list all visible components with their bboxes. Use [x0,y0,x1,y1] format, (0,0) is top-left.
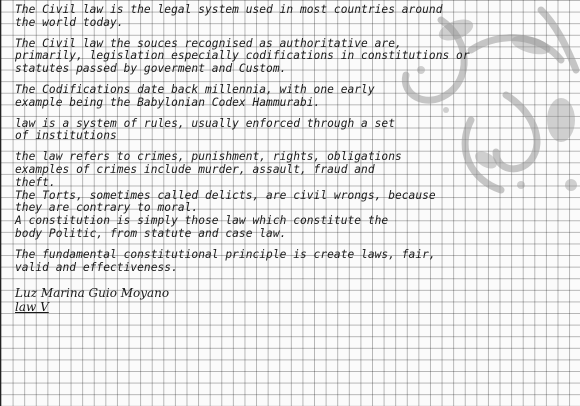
signature-name: Luz Marina Guio Moyano [15,286,170,301]
text-line: examples of crimes include murder, assault, fraud and [15,162,375,176]
text-line: the law refers to crimes, punishment, rights, obligations [15,150,402,164]
text-line: The Codifications date back millennia, with one early [15,82,375,96]
text-line: the world today. [15,15,124,29]
text-line: valid and effectiveness. [15,260,178,274]
text-line: The Torts, sometimes called delicts, are civil wrongs, because [15,188,436,202]
text-line: they are contrary to moral. [15,201,199,215]
handwritten-notes [15,4,575,314]
text-line: theft. [15,175,56,189]
text-line: primarily, legislation especially codifications in constitutions or [15,49,470,63]
text-line: body Politic, from statute and case law. [15,226,287,240]
text-line: law is a system of rules, usually enforced through a set [15,116,395,130]
text-line: example being the Babylonian Codex Hammurabi. [15,95,321,109]
text-line: The fundamental constitutional principle is create laws, fair, [15,247,436,261]
text-line: statutes passed by goverment and Custom. [15,62,287,76]
text-line: of institutions [15,129,117,143]
text-line: A constitution is simply those law which constitute the [15,214,389,228]
text-line: The Civil law is the legal system used in most countries around [15,3,443,16]
signature-course: law V [15,300,49,315]
text-line: The Civil law the souces recognised as authoritative are, [15,36,402,50]
